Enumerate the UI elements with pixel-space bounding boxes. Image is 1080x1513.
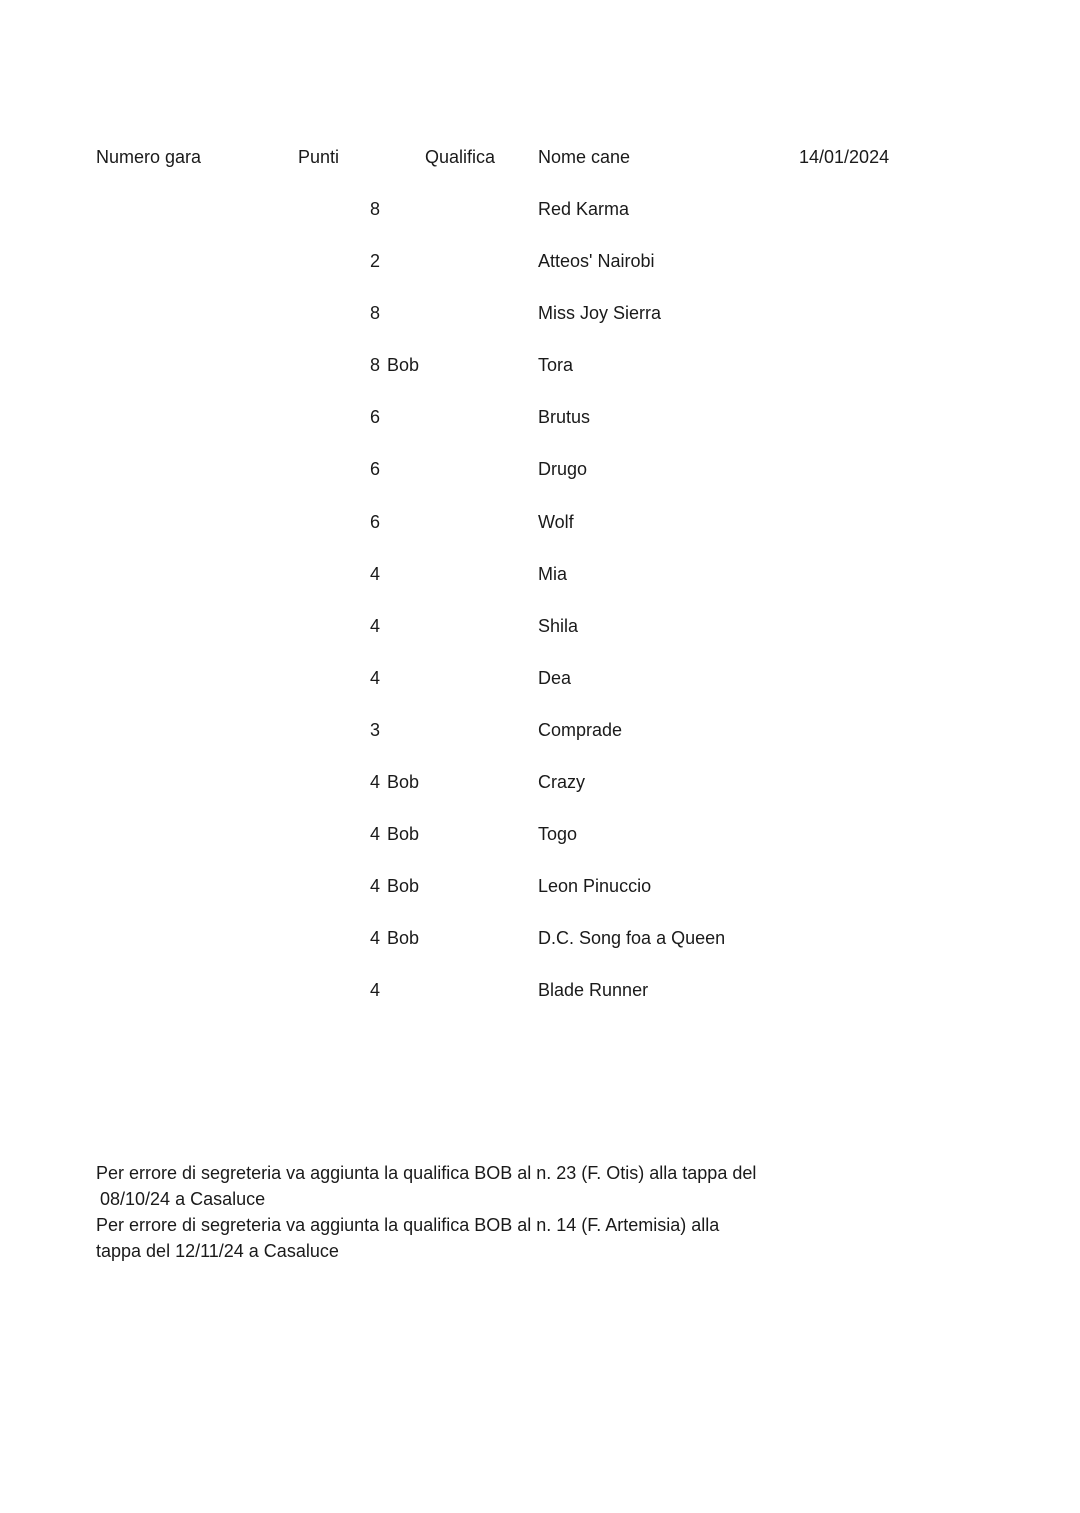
cell-punti: 8	[370, 303, 381, 324]
cell-nome-cane: Wolf	[538, 511, 574, 532]
cell-nome-cane: Crazy	[538, 772, 586, 793]
table-row	[0, 770, 1080, 822]
table-row	[0, 822, 1080, 874]
cell-punti: 4	[370, 980, 381, 1001]
cell-nome-cane: Blade Runner	[538, 980, 649, 1001]
cell-qualifica: Bob	[387, 928, 420, 949]
cell-punti: 6	[370, 459, 381, 480]
cell-punti: 6	[370, 511, 381, 532]
cell-punti: 4	[370, 824, 381, 845]
header-numero-gara: Numero gara	[96, 147, 202, 167]
table-row	[0, 405, 1080, 457]
header-punti: Punti	[298, 147, 340, 167]
table-row	[0, 926, 1080, 978]
cell-punti: 2	[370, 251, 381, 272]
note-line: Per errore di segreteria va aggiunta la qualifica BOB al n. 23 (F. Otis) alla tappa del	[96, 1163, 757, 1183]
cell-punti: 4	[370, 876, 381, 897]
cell-nome-cane: Tora	[538, 355, 574, 376]
cell-qualifica: Bob	[387, 876, 420, 897]
cell-nome-cane: Comprade	[538, 719, 623, 740]
cell-nome-cane: Miss Joy Sierra	[538, 303, 662, 324]
cell-punti: 4	[370, 563, 381, 584]
cell-punti: 4	[370, 615, 381, 636]
cell-punti: 8	[370, 355, 381, 376]
cell-nome-cane: D.C. Song foa a Queen	[538, 928, 726, 949]
note-line: tappa del 12/11/24 a Casaluce	[96, 1241, 339, 1261]
cell-nome-cane: Atteos' Nairobi	[538, 251, 655, 272]
cell-nome-cane: Brutus	[538, 407, 591, 428]
table-row	[0, 562, 1080, 614]
cell-punti: 3	[370, 719, 381, 740]
cell-punti: 4	[370, 667, 381, 688]
table-row	[0, 978, 1080, 1030]
cell-punti: 6	[370, 407, 381, 428]
table-row	[0, 197, 1080, 249]
cell-nome-cane: Leon Pinuccio	[538, 876, 652, 897]
header-nome-cane: Nome cane	[538, 147, 631, 167]
cell-punti: 4	[370, 928, 381, 949]
cell-punti: 8	[370, 199, 381, 219]
cell-nome-cane: Dea	[538, 667, 572, 688]
results-table	[0, 197, 1080, 1031]
table-row	[0, 249, 1080, 301]
note-line: 08/10/24 a Casaluce	[100, 1189, 266, 1209]
cell-nome-cane: Drugo	[538, 459, 588, 480]
table-row	[0, 353, 1080, 405]
note-line: Per errore di segreteria va aggiunta la qualifica BOB al n. 14 (F. Artemisia) alla	[96, 1215, 720, 1235]
cell-nome-cane: Shila	[538, 615, 579, 636]
table-row	[0, 718, 1080, 770]
table-row	[0, 510, 1080, 562]
cell-nome-cane: Togo	[538, 824, 578, 845]
cell-qualifica: Bob	[387, 355, 420, 376]
header-date: 14/01/2024	[799, 147, 890, 167]
cell-qualifica: Bob	[387, 824, 420, 845]
cell-nome-cane: Red Karma	[538, 199, 630, 219]
table-row	[0, 614, 1080, 666]
table-row	[0, 874, 1080, 926]
cell-qualifica: Bob	[387, 772, 420, 793]
header-qualifica: Qualifica	[425, 147, 496, 167]
correction-notes	[96, 1160, 796, 1264]
cell-punti: 4	[370, 772, 381, 793]
cell-nome-cane: Mia	[538, 563, 568, 584]
table-row	[0, 457, 1080, 509]
table-row	[0, 301, 1080, 353]
table-row	[0, 666, 1080, 718]
